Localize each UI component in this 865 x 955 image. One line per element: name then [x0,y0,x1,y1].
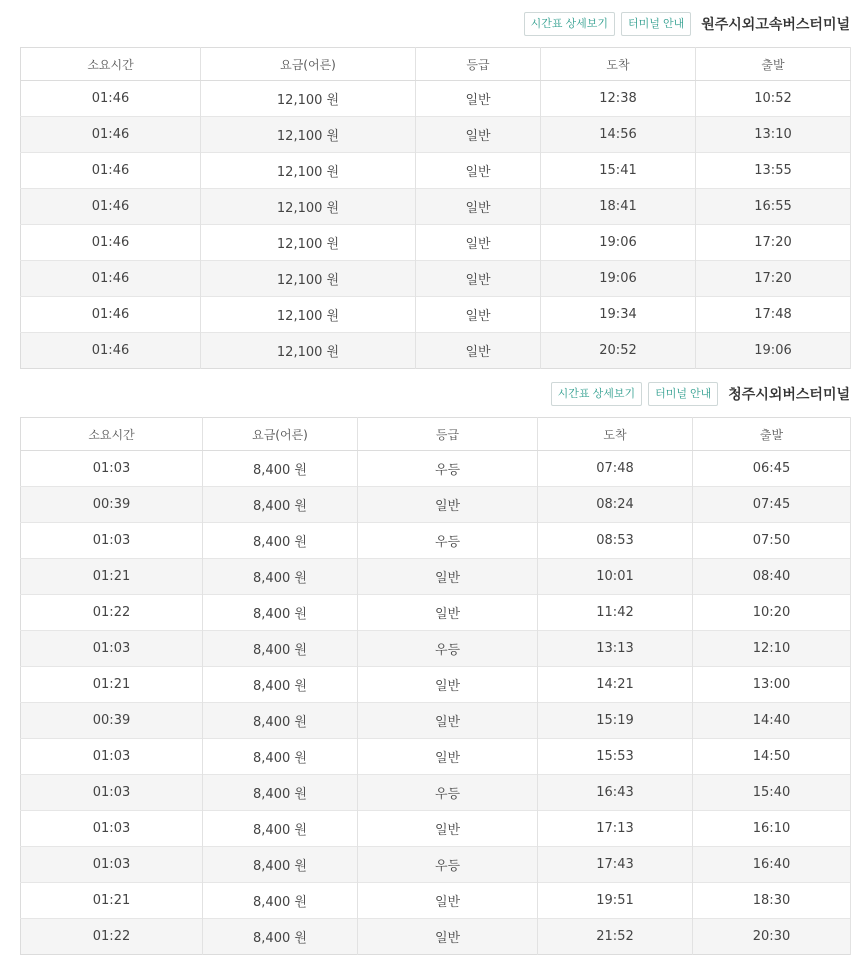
cell-departure: 08:40 [693,559,851,595]
cell-fare: 12,100 원 [201,117,416,153]
cell-departure: 13:10 [696,117,851,153]
cell-departure: 10:20 [693,595,851,631]
cell-arrival: 14:21 [538,667,693,703]
cell-duration: 01:22 [21,919,203,955]
table-row [21,595,851,631]
header-duration: 소요시간 [21,418,203,451]
cell-departure: 14:40 [693,703,851,739]
cell-fare: 12,100 원 [201,261,416,297]
cell-departure: 16:55 [696,189,851,225]
header-grade: 등급 [416,48,541,81]
cell-fare: 8,400 원 [203,631,358,667]
header-arrival: 도착 [541,48,696,81]
cell-arrival: 12:38 [541,81,696,117]
cell-departure: 13:55 [696,153,851,189]
schedule-table [20,47,851,369]
table-row [21,81,851,117]
header-fare: 요금(어른) [201,48,416,81]
cell-fare: 12,100 원 [201,153,416,189]
table-header-row [21,418,851,451]
cell-grade: 우등 [358,631,538,667]
cell-grade: 우등 [358,451,538,487]
cell-duration: 01:03 [21,451,203,487]
cell-grade: 우등 [358,775,538,811]
cell-duration: 01:46 [21,333,201,369]
cell-departure: 17:20 [696,225,851,261]
cell-fare: 12,100 원 [201,189,416,225]
cell-grade: 일반 [416,225,541,261]
cell-grade: 일반 [358,703,538,739]
table-row [21,523,851,559]
cell-departure: 12:10 [693,631,851,667]
cell-arrival: 19:34 [541,297,696,333]
cell-duration: 01:22 [21,595,203,631]
cell-departure: 18:30 [693,883,851,919]
terminal-info-button[interactable]: 터미널 안내 [621,12,691,36]
cell-duration: 00:39 [21,487,203,523]
cell-grade: 일반 [358,811,538,847]
terminal-section-wonju [20,10,850,369]
section-header [20,380,850,408]
cell-grade: 일반 [358,739,538,775]
cell-fare: 8,400 원 [203,919,358,955]
header-departure: 출발 [696,48,851,81]
cell-arrival: 19:06 [541,225,696,261]
cell-fare: 8,400 원 [203,703,358,739]
cell-grade: 우등 [358,523,538,559]
cell-grade: 일반 [358,667,538,703]
section-header [20,10,850,38]
cell-departure: 06:45 [693,451,851,487]
cell-departure: 16:40 [693,847,851,883]
cell-fare: 12,100 원 [201,297,416,333]
cell-fare: 12,100 원 [201,225,416,261]
cell-grade: 일반 [358,919,538,955]
table-row [21,261,851,297]
cell-grade: 일반 [416,189,541,225]
cell-arrival: 14:56 [541,117,696,153]
table-row [21,297,851,333]
cell-fare: 12,100 원 [201,81,416,117]
cell-grade: 일반 [416,81,541,117]
cell-duration: 01:03 [21,739,203,775]
table-row [21,451,851,487]
table-row [21,883,851,919]
cell-grade: 일반 [416,153,541,189]
cell-arrival: 10:01 [538,559,693,595]
table-row [21,487,851,523]
cell-arrival: 18:41 [541,189,696,225]
table-row [21,631,851,667]
cell-grade: 일반 [358,487,538,523]
cell-duration: 01:03 [21,811,203,847]
cell-departure: 13:00 [693,667,851,703]
cell-grade: 일반 [358,595,538,631]
cell-fare: 8,400 원 [203,775,358,811]
cell-duration: 01:03 [21,775,203,811]
cell-arrival: 15:53 [538,739,693,775]
header-arrival: 도착 [538,418,693,451]
cell-departure: 19:06 [696,333,851,369]
timetable-detail-button[interactable]: 시간표 상세보기 [551,382,642,406]
cell-fare: 8,400 원 [203,559,358,595]
header-grade: 등급 [358,418,538,451]
table-row [21,153,851,189]
cell-departure: 07:45 [693,487,851,523]
cell-duration: 01:46 [21,117,201,153]
section-title: 원주시외고속버스터미널 [701,17,850,33]
table-row [21,667,851,703]
cell-duration: 01:03 [21,523,203,559]
table-row [21,225,851,261]
cell-arrival: 20:52 [541,333,696,369]
cell-duration: 01:03 [21,847,203,883]
cell-arrival: 15:41 [541,153,696,189]
cell-fare: 12,100 원 [201,333,416,369]
cell-duration: 01:46 [21,189,201,225]
cell-departure: 14:50 [693,739,851,775]
cell-departure: 07:50 [693,523,851,559]
header-departure: 출발 [693,418,851,451]
cell-arrival: 08:24 [538,487,693,523]
cell-arrival: 19:06 [541,261,696,297]
cell-duration: 01:46 [21,297,201,333]
cell-arrival: 19:51 [538,883,693,919]
cell-departure: 10:52 [696,81,851,117]
table-row [21,739,851,775]
cell-grade: 일반 [416,261,541,297]
cell-departure: 16:10 [693,811,851,847]
table-row [21,847,851,883]
cell-grade: 일반 [416,297,541,333]
cell-departure: 17:48 [696,297,851,333]
table-row [21,775,851,811]
cell-grade: 일반 [416,333,541,369]
cell-fare: 8,400 원 [203,739,358,775]
cell-grade: 일반 [416,117,541,153]
cell-fare: 8,400 원 [203,523,358,559]
cell-fare: 8,400 원 [203,667,358,703]
cell-duration: 01:46 [21,225,201,261]
cell-duration: 01:46 [21,81,201,117]
table-row [21,919,851,955]
cell-fare: 8,400 원 [203,451,358,487]
cell-arrival: 08:53 [538,523,693,559]
table-row [21,703,851,739]
cell-arrival: 17:13 [538,811,693,847]
cell-departure: 17:20 [696,261,851,297]
section-title: 청주시외버스터미널 [728,387,850,403]
table-row [21,811,851,847]
cell-duration: 00:39 [21,703,203,739]
cell-arrival: 15:19 [538,703,693,739]
cell-departure: 15:40 [693,775,851,811]
schedule-body [21,81,851,369]
schedule-body [21,451,851,955]
cell-duration: 01:21 [21,667,203,703]
cell-grade: 우등 [358,847,538,883]
cell-duration: 01:21 [21,559,203,595]
cell-departure: 20:30 [693,919,851,955]
schedule-table [20,417,851,955]
cell-fare: 8,400 원 [203,847,358,883]
cell-fare: 8,400 원 [203,595,358,631]
cell-arrival: 21:52 [538,919,693,955]
cell-grade: 일반 [358,883,538,919]
cell-duration: 01:03 [21,631,203,667]
cell-arrival: 13:13 [538,631,693,667]
table-row [21,559,851,595]
cell-grade: 일반 [358,559,538,595]
table-row [21,189,851,225]
cell-arrival: 07:48 [538,451,693,487]
cell-arrival: 17:43 [538,847,693,883]
cell-fare: 8,400 원 [203,883,358,919]
terminal-info-button[interactable]: 터미널 안내 [648,382,718,406]
table-header-row [21,48,851,81]
cell-duration: 01:46 [21,261,201,297]
header-duration: 소요시간 [21,48,201,81]
table-row [21,333,851,369]
header-fare: 요금(어른) [203,418,358,451]
cell-duration: 01:21 [21,883,203,919]
cell-arrival: 11:42 [538,595,693,631]
timetable-detail-button[interactable]: 시간표 상세보기 [524,12,615,36]
cell-arrival: 16:43 [538,775,693,811]
table-row [21,117,851,153]
terminal-section-cheongju [20,380,850,955]
cell-duration: 01:46 [21,153,201,189]
cell-fare: 8,400 원 [203,487,358,523]
cell-fare: 8,400 원 [203,811,358,847]
